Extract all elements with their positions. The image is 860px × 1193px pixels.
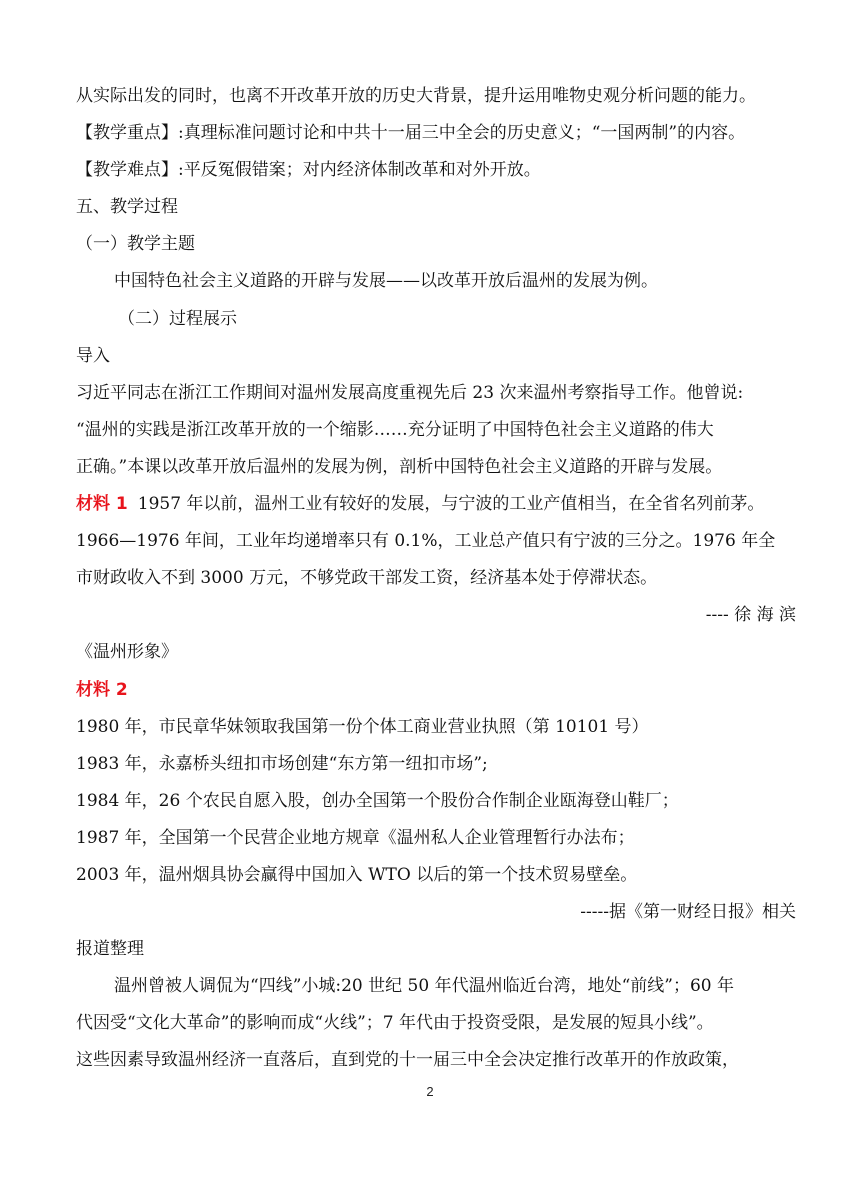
paragraph-line: 温州曾被人调侃为“四线”小城:20 世纪 50 年代温州临近台湾，地处“前线”；60 年 bbox=[114, 976, 735, 997]
objectives-continuation: 从实际出发的同时，也离不开改革开放的历史大背景，提升运用唯物史观分析问题的能力。 bbox=[76, 86, 756, 106]
material1-source-author: ---- 徐 海 滨 bbox=[705, 605, 796, 626]
document-page bbox=[76, 78, 796, 1080]
difficulties: 【教学难点】:平反冤假错案；对内经济体制改革和对外开放。 bbox=[76, 160, 541, 181]
material2-event: 1980 年，市民章华妹领取我国第一份个体工商业营业执照（第 10101 号） bbox=[76, 716, 649, 737]
section-heading: 五、教学过程 bbox=[76, 197, 178, 218]
intro-heading: 导入 bbox=[76, 345, 110, 366]
key-points: 【教学重点】:真理标准问题讨论和中共十一届三中全会的历史意义；“一国两制”的内容。 bbox=[76, 123, 746, 144]
subheading-process: （二）过程展示 bbox=[118, 308, 237, 329]
material1-first-line bbox=[76, 486, 796, 523]
material1-text: 1957 年以前，温州工业有较好的发展，与宁波的工业产值相当，在全省名列前茅。 bbox=[137, 494, 765, 515]
page-number: 2 bbox=[426, 1084, 434, 1099]
material2-event: 1983 年，永嘉桥头纽扣市场创建“东方第一纽扣市场”; bbox=[76, 753, 488, 774]
paragraph-line: 代因受“文化大革命”的影响而成“火线”；7 年代由于投资受限，是发展的短具小线”。 bbox=[76, 1013, 714, 1034]
material2-event: 2003 年，温州烟具协会赢得中国加入 WTO 以后的第一个技术贸易壁垒。 bbox=[76, 864, 638, 885]
intro-line: 习近平同志在浙江工作期间对温州发展高度重视先后 23 次来温州考察指导工作。他曾说: bbox=[76, 382, 744, 403]
intro-line: 正确。”本课以改革开放后温州的发展为例，剖析中国特色社会主义道路的开辟与发展。 bbox=[76, 456, 723, 477]
material1-label: 材料 1 bbox=[76, 494, 128, 515]
material2-label: 材料 2 bbox=[76, 679, 128, 700]
material2-source: -----据《第一财经日报》相关 bbox=[580, 902, 796, 923]
material1-source-title: 《温州形象》 bbox=[76, 642, 178, 663]
material1-line: 市财政收入不到 3000 万元，不够党政干部发工资，经济基本处于停滞状态。 bbox=[76, 568, 658, 589]
subheading-theme: （一）教学主题 bbox=[76, 234, 195, 255]
paragraph-line: 这些因素导致温州经济一直落后，直到党的十一届三中全会决定推行改革开的作放政策， bbox=[76, 1050, 739, 1071]
material2-event: 1984 年，26 个农民自愿入股，创办全国第一个股份合作制企业瓯海登山鞋厂； bbox=[76, 790, 679, 811]
material2-source-cont: 报道整理 bbox=[76, 939, 144, 960]
material2-event: 1987 年，全国第一个民营企业地方规章《温州私人企业管理暂行办法布； bbox=[76, 827, 635, 848]
material1-line: 1966—1976 年间，工业年均递增率只有 0.1%，工业总产值只有宁波的三分之。1976 年全 bbox=[76, 531, 776, 552]
theme-text: 中国特色社会主义道路的开辟与发展——以改革开放后温州的发展为例。 bbox=[114, 271, 658, 292]
intro-line: “温州的实践是浙江改革开放的一个缩影……充分证明了中国特色社会主义道路的伟大 bbox=[76, 419, 714, 440]
